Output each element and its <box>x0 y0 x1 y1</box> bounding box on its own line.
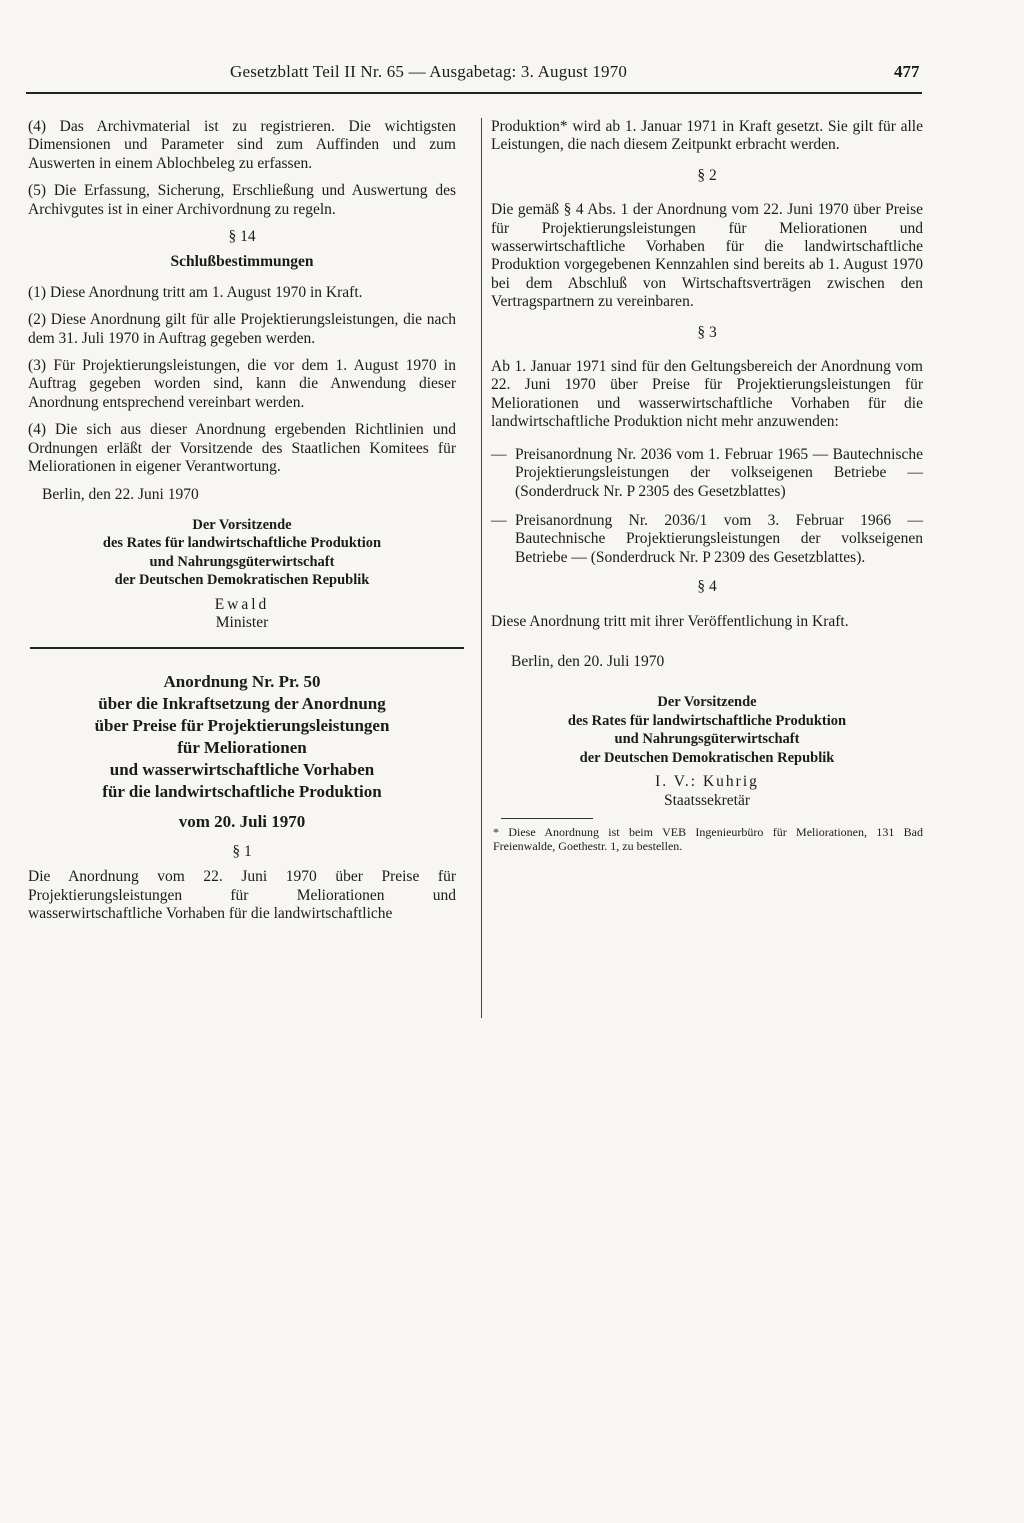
list-item-text: Preisanordnung Nr. 2036 vom 1. Februar 1965 — Bautechnische Projektierungsleistungen der volkseigenen Betriebe — (Sonderdruck Nr. P 2305 des Gesetzblattes) <box>515 445 923 500</box>
list-item <box>491 512 923 567</box>
order-title <box>28 671 456 833</box>
header-title: Gesetzblatt Teil II Nr. 65 — Ausgabetag: 3. August 1970 <box>230 62 628 81</box>
place-date: Berlin, den 20. Juli 1970 <box>511 652 665 670</box>
footnote: * Diese Anordnung ist beim VEB Ingenieurbüro für Meliorationen, 131 Bad Freienwalde, Goethestr. 1, zu bestellen. <box>493 825 923 854</box>
signature-line: Der Vorsitzende <box>657 694 757 711</box>
section-1-heading: § 1 <box>232 842 252 860</box>
header-rule <box>26 92 922 94</box>
signatory-name: Ewald <box>214 595 270 613</box>
section-2-heading: § 2 <box>697 166 717 184</box>
signature-line: des Rates für landwirtschaftliche Produktion <box>567 712 847 729</box>
continuation-paragraph: Produktion* wird ab 1. Januar 1971 in Kraft gesetzt. Sie gilt für alle Leistungen, die nach diesem Zeitpunkt erbracht werden. <box>491 118 923 154</box>
signature-line: der Deutschen Demokratischen Republik <box>579 749 835 766</box>
section-3-text: Ab 1. Januar 1971 sind für den Geltungsbereich der Anordnung vom 22. Juni 1970 über Preise für Projektierungsleistungen für Meliorationen und wasserwirtschaftliche Vorhaben für die landwirtschaftliche Produktion nicht mehr anzuwenden: <box>491 358 923 431</box>
signature-line: des Rates für landwirtschaftliche Produktion <box>102 535 382 552</box>
list-dash: — <box>491 511 507 529</box>
signature-line: und Nahrungsgüterwirtschaft <box>614 731 800 748</box>
final-provision-4: (4) Die sich aus dieser Anordnung ergebenden Richtlinien und Ordnungen erläßt der Vorsitzende des Staatlichen Komitees für Meliorationen in eigener Verantwortung. <box>28 421 456 476</box>
left-column <box>28 118 456 932</box>
signature-block <box>28 516 456 590</box>
paragraph-5: (5) Die Erfassung, Sicherung, Erschließung und Auswertung des Archivgutes ist in einer Archivordnung zu regeln. <box>28 182 456 218</box>
section-divider <box>30 647 464 649</box>
order-title-line: über die Inkraftsetzung der Anordnung <box>98 693 386 713</box>
final-provision-3: (3) Für Projektierungsleistungen, die vor dem 1. August 1970 in Auftrag gegeben worden sind, kann die Anwendung dieser Anordnung entsprechend vereinbart werden. <box>28 357 456 411</box>
page-header <box>0 62 1024 88</box>
page-number: 477 <box>894 62 920 81</box>
order-title-line: Anordnung Nr. Pr. 50 <box>163 671 321 691</box>
section-4-heading: § 4 <box>697 578 717 596</box>
signature-line: der Deutschen Demokratischen Republik <box>114 572 370 589</box>
section-1-text: Die Anordnung vom 22. Juni 1970 über Preise für Projektierungsleistungen für Meliorationen und wasserwirtschaftliche Vorhaben für die landwirtschaftliche <box>28 868 456 922</box>
order-title-line: über Preise für Projektierungsleistungen <box>94 715 390 735</box>
signature-block <box>491 693 923 767</box>
signature-line: und Nahrungsgüterwirtschaft <box>149 553 335 570</box>
final-provision-1: (1) Diese Anordnung tritt am 1. August 1970 in Kraft. <box>28 283 363 301</box>
signature-line: Der Vorsitzende <box>192 516 292 533</box>
order-date: vom 20. Juli 1970 <box>178 811 306 831</box>
list-item-text: Preisanordnung Nr. 2036/1 vom 3. Februar 1966 — Bautechnische Projektierungsleistungen der volkseigenen Betriebe — (Sonderdruck Nr. P 2309 des Gesetzblattes). <box>515 511 923 566</box>
list-item <box>491 446 923 501</box>
final-provision-2: (2) Diese Anordnung gilt für alle Projektierungsleistungen, die nach dem 31. Juli 1970 in Auftrag gegeben werden. <box>28 311 456 347</box>
paragraph-4: (4) Das Archivmaterial ist zu registrieren. Die wichtigsten Dimensionen und Parameter sind zum Auffinden und zum Auswerten in einem Ablochbeleg zu erfassen. <box>28 118 456 172</box>
place-date: Berlin, den 22. Juni 1970 <box>42 485 199 503</box>
footnote-rule <box>501 818 593 819</box>
list-dash: — <box>491 445 507 463</box>
section-2-text: Die gemäß § 4 Abs. 1 der Anordnung vom 22. Juni 1970 über Preise für Projektierungsleistungen für Meliorationen und wasserwirtschaftliche Vorhaben für die landwirtschaftliche Produktion vorgegebenen Kennzahlen sind bereits ab 1. August 1970 bei dem Abschluß von Wirtschaftsverträgen zwischen den Vertragspartnern zu vereinbaren. <box>491 201 923 311</box>
section-4-text: Diese Anordnung tritt mit ihrer Veröffentlichung in Kraft. <box>491 612 849 630</box>
signatory-name: I. V.: Kuhrig <box>655 773 759 791</box>
signatory-title: Staatssekretär <box>663 791 751 809</box>
section-14-heading: § 14 <box>228 228 256 246</box>
order-title-line: für die landwirtschaftliche Produktion <box>102 781 382 801</box>
signatory-title: Minister <box>215 614 269 632</box>
section-3-heading: § 3 <box>697 323 717 341</box>
right-column <box>491 118 923 853</box>
order-title-line: für Meliorationen <box>177 737 307 757</box>
column-divider <box>481 118 482 1018</box>
section-14-title: Schlußbestimmungen <box>170 253 314 271</box>
order-title-line: und wasserwirtschaftliche Vorhaben <box>109 759 375 779</box>
